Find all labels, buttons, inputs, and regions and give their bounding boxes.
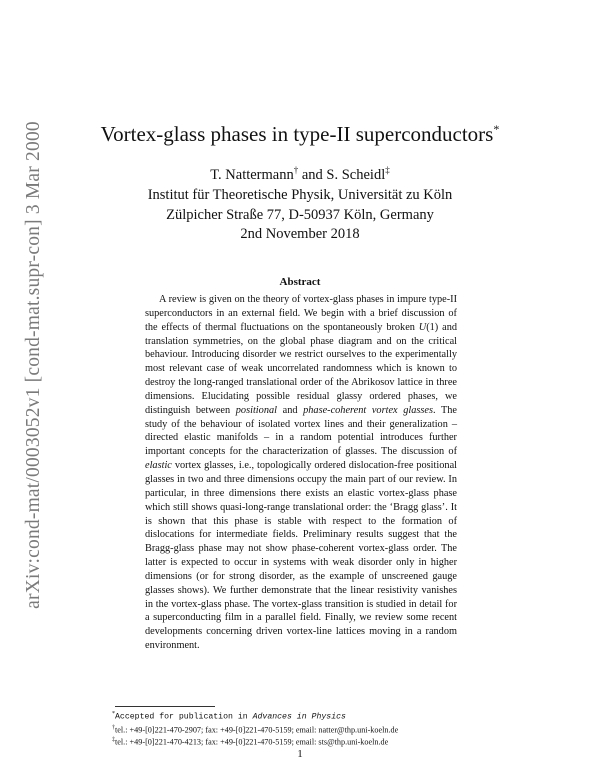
abstract-symbol-u: U — [418, 321, 427, 333]
date: 2nd November 2018 — [240, 226, 360, 242]
page-number: 1 — [297, 748, 303, 760]
arxiv-sidebar — [14, 75, 54, 655]
title-footnote-mark: * — [493, 122, 500, 136]
footnote-rule — [115, 706, 215, 707]
footnote-3 — [112, 735, 492, 748]
abstract-text-4: . The study of the behaviour of isolated vortex lines and their generalization – directed elastic manifolds – in a random potential introduces further important concepts for the characterization of glasses. The discussion of — [145, 404, 457, 458]
footnote-2 — [112, 723, 492, 736]
abstract-emph-elastic: elastic — [145, 460, 172, 472]
footnote-1-mark: * — [112, 711, 115, 717]
abstract-heading: Abstract — [279, 276, 321, 288]
abstract-text-1: A review is given on the theory of vortex-glass phases in impure type-II superconductors in an external field. We begin with a brief discussion of the effects of thermal fluctuations on the spontaneously broken — [145, 294, 457, 333]
author-name-2: and S. Scheidl — [298, 166, 386, 183]
abstract-text-5: vortex glasses, i.e., topologically ordered dislocation-free positional glasses in two and three dimensions occupy the main part of our review. In particular, in three dimensions there exists an elastic vortex-glass phase which still shows quasi-long-range translational order: the ‘Bragg glass’. It is shown that this phase is stable with respect to the formation of dislocations for intermediate fields. Preliminary results suggest that the Bragg-glass phase may not show phase-coherent vortex-glass order. The latter is expected to occur in systems with weak disorder only in higher dimensions (or for strong disorder, as the example of unscreened gauge glasses shows). We further demonstrate that the linear resistivity vanishes in the vortex-glass phase. The vortex-glass transition is studied in detail for a superconducting film in a parallel field. Finally, we review some recent developments concerning driven vortex-line lattices moving in a random environment. — [145, 460, 457, 652]
footnote-2-mark: † — [112, 724, 115, 731]
abstract-text-2: (1) and translation symmetries, on the global phase diagram and on the critical behaviour. Introducing disorder we restrict ourselves to the experimentally most relevant case of weak uncorrelated randomness which is known to destroy the long-ranged translational order of the Abrikosov lattice in three dimensions. Elucidating possible residual glassy ordered phases, we distinguish between — [145, 321, 457, 416]
abstract-text-3: and — [276, 404, 304, 416]
author-name-1: T. Nattermann — [210, 166, 294, 183]
footnote-1-journal: Advances in Physics — [252, 712, 346, 722]
footnote-3-mark: ‡ — [112, 737, 115, 744]
footnote-1-text: Accepted for publication in — [115, 712, 253, 722]
arxiv-identifier: arXiv:cond-mat/0003052v1 [cond-mat.supr-con] 3 Mar 2000 — [23, 121, 44, 609]
abstract-emph-positional: positional — [235, 404, 277, 416]
abstract-emph-phase-coherent: phase-coherent vortex glasses — [303, 404, 433, 416]
institute: Institut für Theoretische Physik, Universität zu Köln — [147, 186, 453, 203]
author-mark-1: † — [293, 165, 299, 175]
abstract-body — [145, 293, 457, 653]
paper-title — [60, 122, 540, 147]
footnote-3-text: tel.: +49-[0]221-470-4213; fax: +49-[0]221-470-5159; email: sts@thp.uni-koeln.de — [115, 738, 389, 748]
footnote-2-text: tel.: +49-[0]221-470-2907; fax: +49-[0]221-470-5159; email: natter@thp.uni-koeln.de — [115, 725, 399, 735]
address: Zülpicher Straße 77, D-50937 Köln, Germany — [166, 206, 434, 223]
author-block — [60, 160, 540, 225]
footnotes — [112, 709, 492, 748]
author-names — [60, 160, 540, 185]
title-text: Vortex-glass phases in type-II superconductors — [100, 122, 494, 146]
footnote-1 — [112, 709, 492, 723]
author-mark-2: ‡ — [385, 165, 390, 175]
